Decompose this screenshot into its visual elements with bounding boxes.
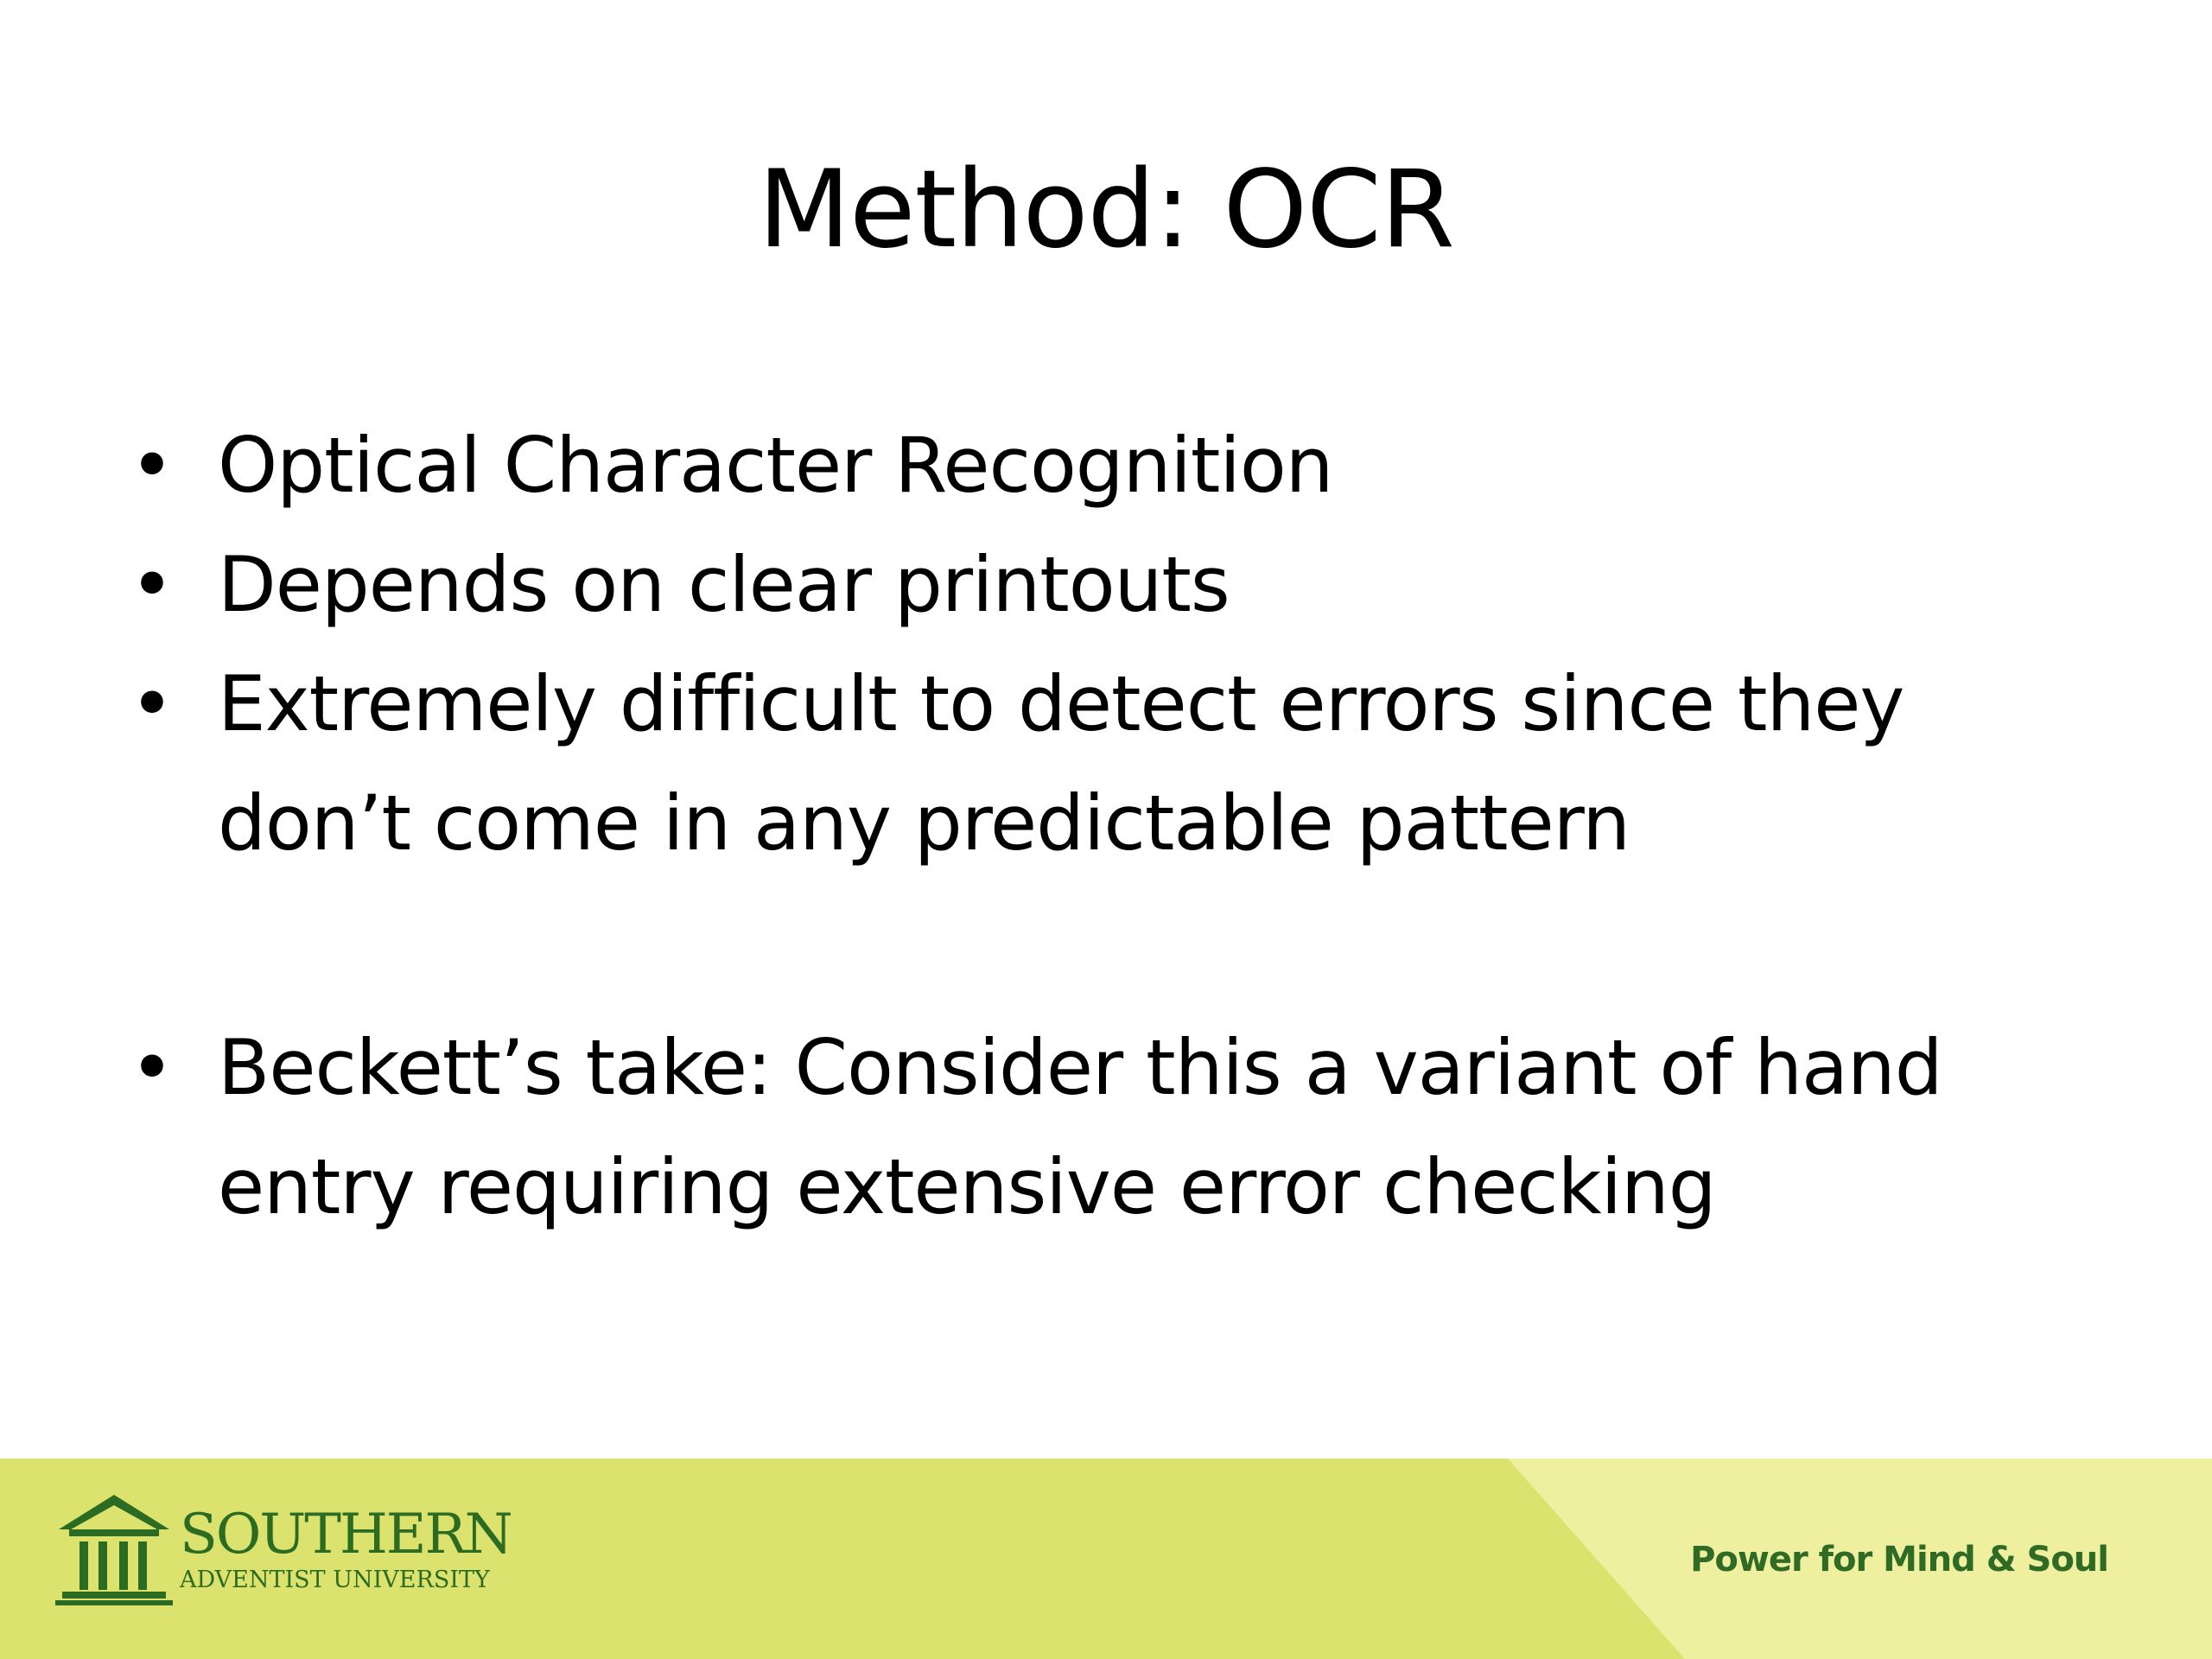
bullet-dot-icon: • [130,659,174,748]
bullet-text: Depends on clear printouts [218,540,1230,629]
bullet-dot-icon: • [130,1023,174,1112]
bullet-text-line: don’t come in any predictable pattern [218,779,1630,868]
bullet-text-line: Extremely difficult to detect errors since they [218,659,1904,748]
logo-subtitle: ADVENTIST UNIVERSITY [180,1567,490,1593]
bullet-text-line: entry requiring extensive error checking [218,1142,1716,1231]
footer-tagline: Power for Mind & Soul [1690,1540,2108,1580]
bullet-dot-icon: • [130,540,174,629]
university-logo [54,1488,512,1618]
bullet-text-line: Beckett’s take: Consider this a variant of hand [218,1023,1942,1112]
bullet-item [130,406,2100,525]
slide-title: Method: OCR [758,148,1454,272]
bullet-text: Optical Character Recognition [218,421,1333,510]
logo-wordmark: SOUTHERN [180,1503,512,1567]
bullet-item [130,525,2100,645]
bullet-item [130,645,2100,883]
columns-building-icon [54,1488,175,1609]
bullet-dot-icon: • [130,421,174,510]
bullet-list [130,406,2100,1247]
bullet-item [130,1008,2100,1247]
